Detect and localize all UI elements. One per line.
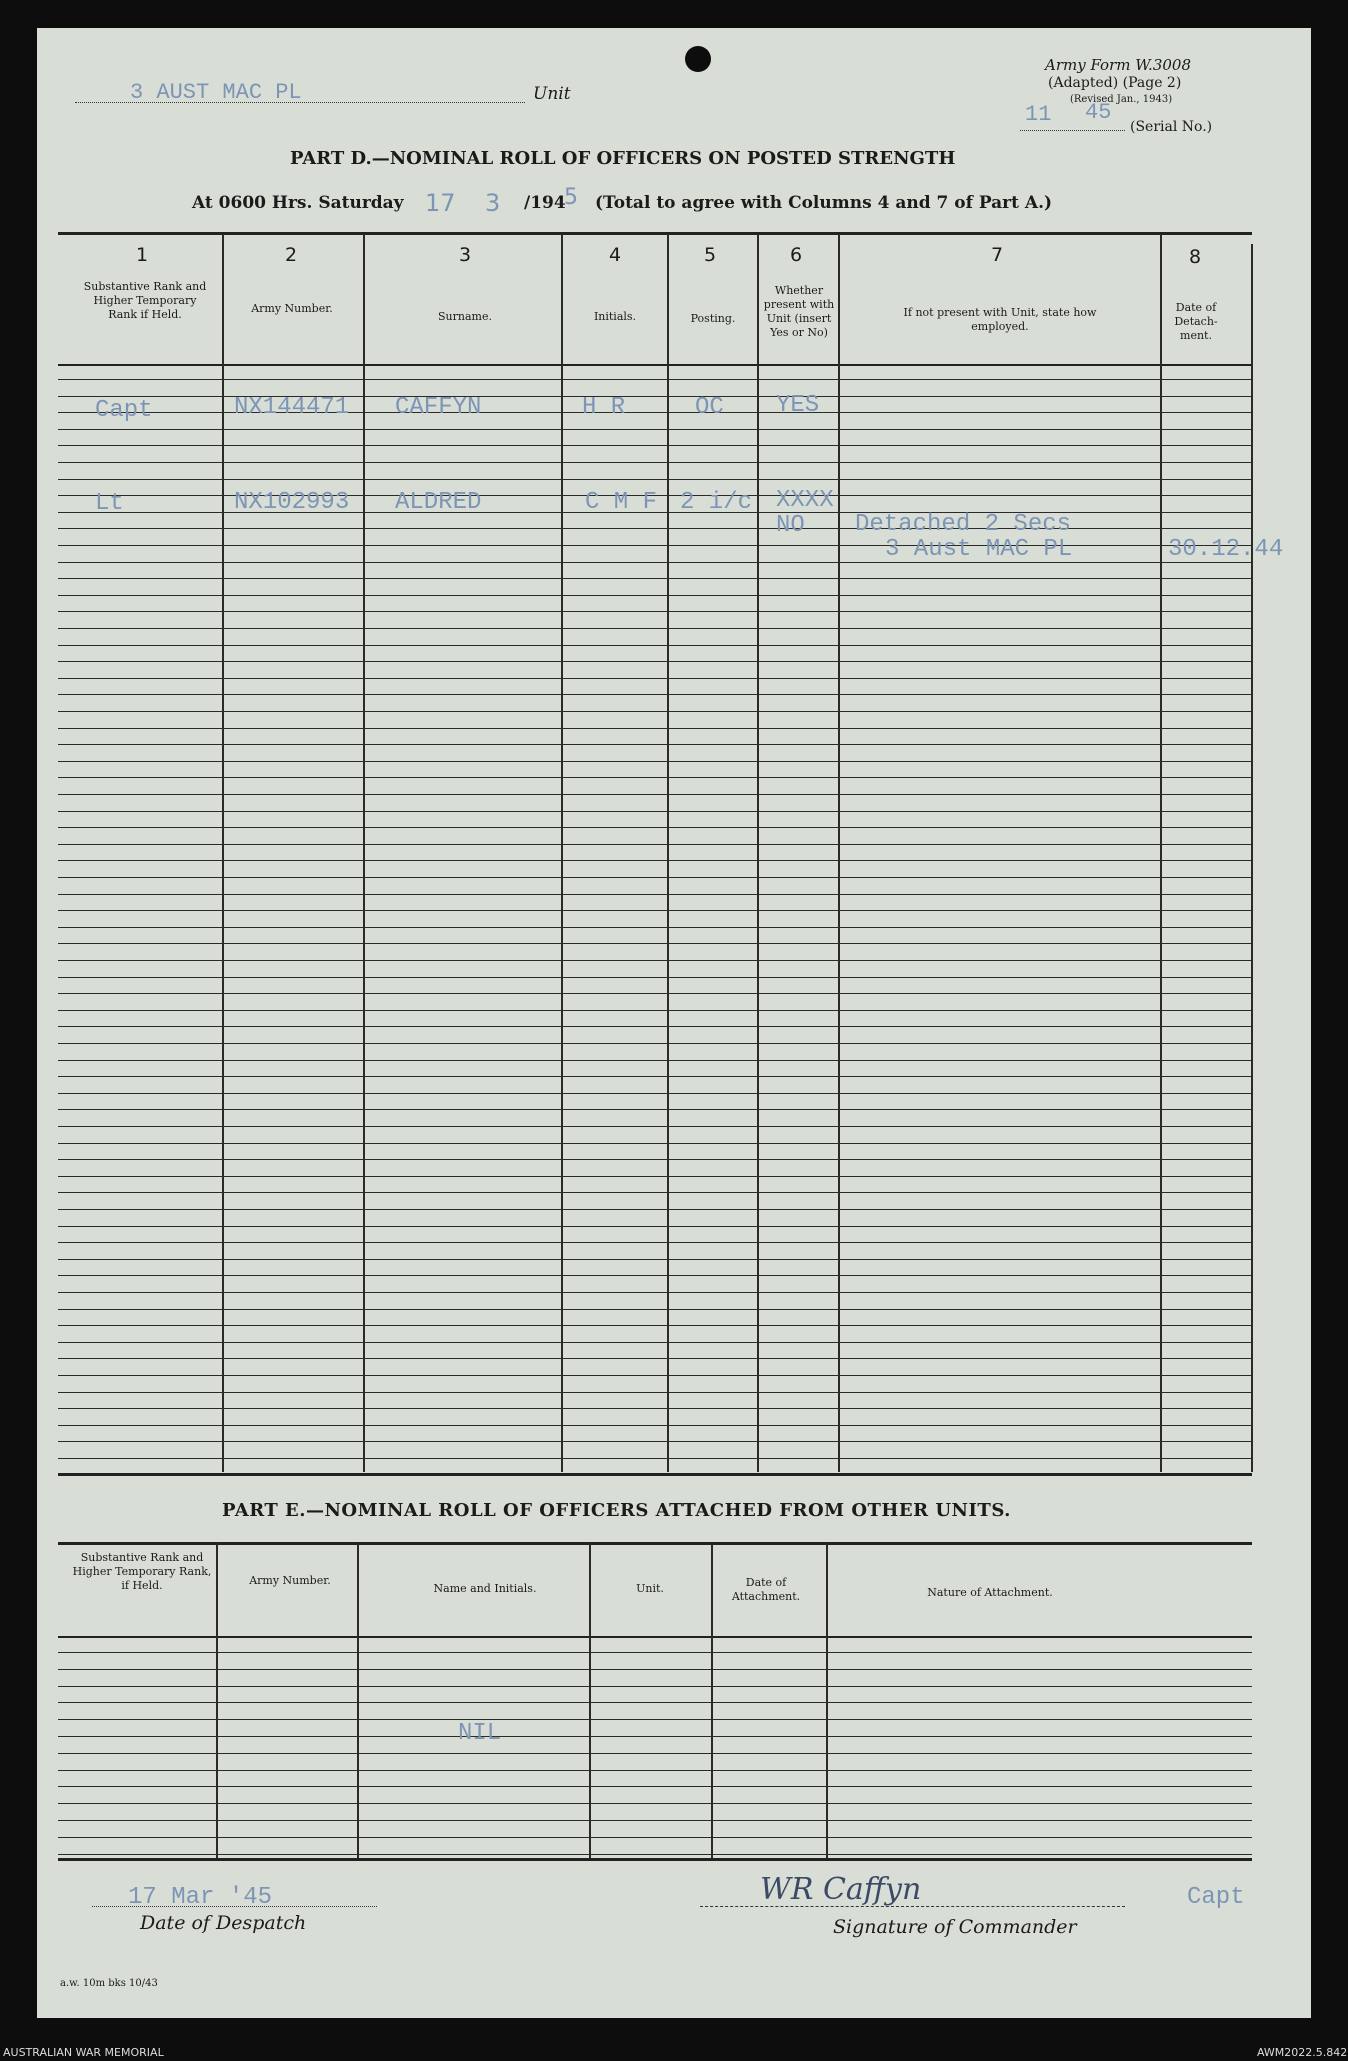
part-d-ruled-line [58,1375,1252,1376]
commander-rank-typed: Capt [1187,1884,1245,1911]
part-e-ruled-line [58,1803,1252,1804]
part-e-column-divider [357,1543,359,1858]
part-d-ruled-line [58,1342,1252,1343]
serial-line [1020,130,1125,131]
part-d-header-rule [58,364,1252,366]
col-num-1: 1 [135,244,149,266]
part-d-ruled-line [58,479,1252,480]
col-num-3: 3 [458,244,472,266]
revised-label: (Revised Jan., 1943) [1070,94,1173,105]
archive-label: AUSTRALIAN WAR MEMORIAL [3,2046,164,2059]
part-d-ruled-line [58,1076,1252,1077]
part-d-ruled-line [58,1242,1252,1243]
part-d-ruled-line [58,1309,1252,1310]
part-e-top-rule [58,1542,1252,1545]
part-d-ruled-line [58,728,1252,729]
part-d-ruled-line [58,894,1252,895]
army-form-label: Army Form W.3008 [1045,56,1191,74]
part-d-ruled-line [58,694,1252,695]
part-e-ruled-line [58,1719,1252,1720]
row2-rank: Lt [95,490,124,517]
part-d-ruled-line [58,1010,1252,1011]
header-army-number: Army Number. [251,302,333,315]
part-e-column-divider [216,1543,218,1858]
col-num-4: 4 [608,244,622,266]
date-day: 17 [425,189,456,217]
row1-army-number: NX144471 [234,394,350,421]
part-d-ruled-line [58,860,1252,861]
header-e-date: Date of Attachment. [731,1576,801,1603]
serial-typed-left: 11 [1025,102,1052,127]
part-d-ruled-line [58,927,1252,928]
row2-surname: ALDRED [395,489,482,516]
signature-line [700,1906,1125,1907]
header-employed: If not present with Unit, state how employed. [903,306,1097,333]
part-d-ruled-line [58,794,1252,795]
part-d-ruled-line [58,445,1252,446]
part-d-ruled-line [58,1126,1252,1127]
part-e-ruled-line [58,1702,1252,1703]
part-d-ruled-line [58,1043,1252,1044]
part-d-ruled-line [58,678,1252,679]
part-e-column-divider [826,1543,828,1858]
part-d-title: PART D.—NOMINAL ROLL OF OFFICERS ON POSTED STRENGTH [290,148,956,169]
part-d-ruled-line [58,1408,1252,1409]
part-d-ruled-line [58,562,1252,563]
part-d-column-divider [1160,234,1162,1472]
part-d-column-divider [222,234,224,1472]
part-d-ruled-line [58,1192,1252,1193]
header-rank: Substantive Rank and Higher Temporary Rank if Held. [83,280,207,321]
print-code: a.w. 10m bks 10/43 [60,1978,158,1989]
despatch-date-typed: 17 Mar '45 [128,1884,273,1911]
part-d-column-divider [757,234,759,1472]
part-d-ruled-line [58,1209,1252,1210]
col-num-8: 8 [1188,246,1202,268]
part-d-ruled-line [58,827,1252,828]
row2-date-detachment: 30.12.44 [1168,536,1284,563]
date-month: 3 [485,189,501,217]
part-e-ruled-line [58,1753,1252,1754]
part-d-bottom-rule [58,1473,1252,1476]
part-e-header-rule [58,1636,1252,1638]
header-e-name: Name and Initials. [433,1582,537,1595]
header-date-detachment: Date of Detach-ment. [1174,301,1218,342]
unit-line [75,102,525,103]
header-e-nature: Nature of Attachment. [927,1586,1053,1599]
col-num-5: 5 [703,244,717,266]
part-d-ruled-line [58,993,1252,994]
archive-reference: AWM2022.5.842 [1257,2046,1348,2059]
part-d-ruled-line [58,910,1252,911]
part-d-ruled-line [58,462,1252,463]
row1-posting: OC [695,394,724,421]
part-d-ruled-line [58,1109,1252,1110]
part-e-ruled-line [58,1669,1252,1670]
part-d-ruled-line [58,379,1252,380]
punch-hole [685,46,711,72]
unit-label: Unit [533,84,571,104]
part-d-ruled-line [58,1392,1252,1393]
row2-employed: Detached 2 Secs [855,511,1072,538]
part-d-ruled-line [58,811,1252,812]
part-d-ruled-line [58,977,1252,978]
part-d-ruled-line [58,429,1252,430]
row2-initials: C M F [585,489,658,516]
col-num-6: 6 [789,244,803,266]
adapted-label: (Adapted) (Page 2) [1048,75,1182,91]
part-d-ruled-line [58,611,1252,612]
part-d-right-edge [1251,244,1253,1472]
part-d-ruled-line [58,628,1252,629]
row1-surname: CAFFYN [395,394,482,421]
col-num-7: 7 [990,244,1004,266]
part-e-ruled-line [58,1736,1252,1737]
commander-signature: WR Caffyn [760,1872,922,1907]
header-initials: Initials. [593,310,637,323]
header-e-rank: Substantive Rank and Higher Temporary Rank, if Held. [72,1551,212,1592]
part-e-nil: NIL [458,1720,502,1747]
row1-rank: Capt [95,397,153,424]
row1-present: YES [776,392,820,419]
part-e-title: PART E.—NOMINAL ROLL OF OFFICERS ATTACHED FROM OTHER UNITS. [222,1500,1011,1521]
header-e-unit: Unit. [636,1582,664,1595]
part-d-ruled-line [58,844,1252,845]
part-d-ruled-line [58,528,1252,529]
part-e-column-divider [711,1543,713,1858]
date-year-digit: 5 [564,185,578,210]
part-d-ruled-line [58,1176,1252,1177]
header-present: Whether present with Unit (insert Yes or No) [763,284,835,339]
col-num-2: 2 [284,244,298,266]
row2-posting: 2 i/c [680,489,753,516]
part-d-ruled-line [58,1425,1252,1426]
despatch-line [92,1906,377,1907]
part-d-ruled-line [58,1292,1252,1293]
part-d-ruled-line [58,711,1252,712]
part-d-ruled-line [58,877,1252,878]
part-e-ruled-line [58,1854,1252,1855]
part-d-column-divider [561,234,563,1472]
part-d-ruled-line [58,943,1252,944]
part-d-ruled-line [58,645,1252,646]
part-d-ruled-line [58,761,1252,762]
part-d-ruled-line [58,1259,1252,1260]
part-d-ruled-line [58,1060,1252,1061]
part-d-ruled-line [58,1143,1252,1144]
part-d-ruled-line [58,661,1252,662]
part-d-ruled-line [58,960,1252,961]
despatch-label: Date of Despatch [140,1912,307,1934]
serial-typed-right: 45 [1085,100,1112,125]
part-d-column-divider [838,234,840,1472]
part-d-ruled-line [58,578,1252,579]
signature-label: Signature of Commander [833,1916,1077,1938]
part-d-ruled-line [58,1093,1252,1094]
row2-present-struck: XXXX [776,487,834,514]
archive-strip [0,2036,1348,2061]
header-surname: Surname. [438,310,492,323]
part-d-ruled-line [58,1358,1252,1359]
part-e-ruled-line [58,1820,1252,1821]
part-d-ruled-line [58,744,1252,745]
serial-label: (Serial No.) [1130,119,1213,135]
part-e-bottom-rule [58,1858,1252,1861]
part-e-ruled-line [58,1770,1252,1771]
part-d-ruled-line [58,1458,1252,1459]
part-d-column-divider [363,234,365,1472]
unit-typed: 3 AUST MAC PL [130,80,302,105]
part-d-ruled-line [58,1026,1252,1027]
part-e-ruled-line [58,1652,1252,1653]
part-d-ruled-line [58,777,1252,778]
part-d-column-divider [667,234,669,1472]
header-posting: Posting. [690,312,736,325]
part-d-ruled-line [58,1325,1252,1326]
part-d-ruled-line [58,545,1252,546]
date-note: (Total to agree with Columns 4 and 7 of Part A.) [595,193,1053,213]
row2-army-number: NX102993 [234,489,350,516]
part-d-ruled-line [58,595,1252,596]
row1-initials: H R [582,394,626,421]
header-e-army-number: Army Number. [249,1574,331,1587]
part-e-ruled-line [58,1837,1252,1838]
date-prefix: At 0600 Hrs. Saturday [192,193,404,213]
date-year-prefix: /194 [524,193,566,213]
part-d-ruled-line [58,1441,1252,1442]
part-d-ruled-line [58,1226,1252,1227]
part-d-top-rule [58,232,1252,235]
part-d-ruled-line [58,1275,1252,1276]
row2-employed-2: 3 Aust MAC PL [885,536,1073,563]
part-d-ruled-line [58,1159,1252,1160]
part-e-ruled-line [58,1786,1252,1787]
part-e-ruled-line [58,1686,1252,1687]
row2-present: NO [776,512,805,539]
